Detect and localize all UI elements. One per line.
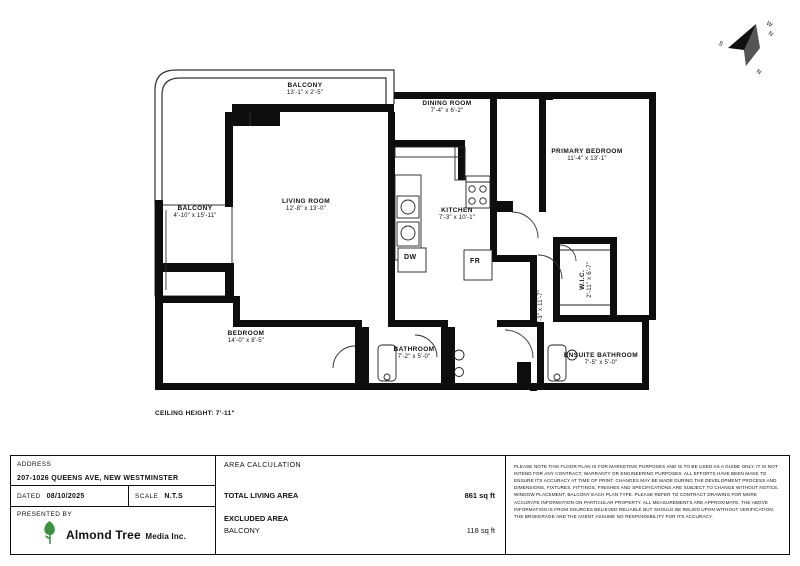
room-dimension: 13'-1" x 2'-5" <box>286 90 324 97</box>
title-block-left <box>11 456 216 554</box>
area-calculation-title: AREA CALCULATION <box>224 462 302 469</box>
brand-text <box>66 526 186 544</box>
room-label-balcony-left <box>150 205 240 221</box>
room-name: W.I.C. <box>579 269 587 290</box>
room-dimension: 12'-8" x 13'-0" <box>286 206 326 213</box>
scale-value: N.T.S <box>164 492 183 500</box>
svg-text:S: S <box>716 40 724 48</box>
ceiling-height-note: CEILING HEIGHT: 7'-11" <box>155 410 235 417</box>
disclaimer-text: PLEASE NOTE THIS FLOOR PLAN IS FOR MARKETING PURPOSES AND IS TO BE USED AS A GUIDE ONLY. IT IS NOT INTEND FOR ANY CONTRACT, WARRANTY OR ENGINEERING PURPOSES. ALL EFFORTS HAVE BEEN MAKE TO ENSURE ITS ACCURACY AT TIME OF PRINT. CHANGES MAY BE MADE DURING THE DEVELOPMENT PROCESS AND DIMENSIONS, FIXTURES, FITTINGS, FINISHES AND SPECIFICATIONS ARE SUBJECT TO CHANGE WITHOUT NOTICE. WINDOW PLACEMENT, BALCONY EACH PLAN TYPE. PLEASE REFER TO CONTRACT DRAWING FOR MORE ACCURATE INFORMATION ON PARTICULAR PROPERTY. ALL MEASUREMENTS ARE APPROXIMATE. THE ABOVE INFORMATION IS FROM SOURCES BELIEVED RELIABLE BUT SHOULD BE RELIED UPON WITHOUT VERIFICATION. THE BROKERAGE AND THE AGENT ASSUME NO RESPONSIBILITY FOR ITS ACCURACY. <box>514 464 779 519</box>
room-label-wic <box>579 245 595 315</box>
svg-text:N: N <box>754 68 762 76</box>
room-name: ENSUITE BATHROOM <box>563 352 639 359</box>
room-name: KITCHEN <box>441 207 473 214</box>
room-name: PRIMARY BEDROOM <box>551 148 623 155</box>
area-label: BALCONY <box>224 526 260 535</box>
room-dimension: 7'-3" x 10'-1" <box>438 215 476 222</box>
room-dimension: 7'-4" x 6'-2" <box>430 108 464 115</box>
address-value-row <box>11 472 215 486</box>
room-name: BALCONY <box>287 82 323 89</box>
appliance-label-fridge: FR <box>470 258 481 265</box>
room-label-primary-bedroom <box>522 148 652 164</box>
svg-text:N: N <box>766 30 774 39</box>
scale-label: SCALE <box>135 492 159 500</box>
room-label-dining-room <box>404 100 490 116</box>
svg-text:W: W <box>764 20 773 29</box>
title-block-disclaimer <box>506 456 789 554</box>
room-dimension: 14'-0" x 8'-5" <box>227 338 265 345</box>
area-row-balcony <box>216 526 505 535</box>
dated-scale-row <box>11 486 215 507</box>
room-dimension: 3'-3" x 11'-7" <box>538 289 545 326</box>
presented-by-label: PRESENTED BY <box>17 510 73 518</box>
room-label-kitchen <box>420 207 494 223</box>
address-value: 207-1026 QUEENS AVE, NEW WESTMINSTER <box>17 475 179 482</box>
room-dimension: 7'-5" x 5'-0" <box>584 360 618 367</box>
scale-cell <box>129 486 215 506</box>
room-dimension: 4'-10" x 15'-11" <box>173 213 217 220</box>
area-label: TOTAL LIVING AREA <box>224 491 299 500</box>
compass-rose <box>708 14 778 76</box>
brand-name: Almond Tree <box>65 527 141 542</box>
area-row-excluded-area <box>216 514 505 523</box>
room-label-bathroom <box>376 346 452 362</box>
room-dimension: 2'-11" x 6'-7" <box>587 261 594 298</box>
dated-cell <box>11 486 129 506</box>
room-label-living-room <box>256 198 356 214</box>
area-value: 861 sq ft <box>464 491 495 500</box>
room-label-foyer <box>530 275 546 341</box>
appliance-label-dishwasher: DW <box>404 254 417 261</box>
area-row-total-living-area <box>216 491 505 500</box>
area-value: 118 sq ft <box>466 526 495 535</box>
brand-logo-block <box>11 519 215 550</box>
address-label: ADDRESS <box>17 460 52 468</box>
title-block <box>10 455 790 555</box>
dated-value: 08/10/2025 <box>46 492 85 500</box>
room-dimension: 11'-4" x 13'-1" <box>567 156 607 163</box>
room-dimension: 7'-2" x 5'-0" <box>397 354 431 361</box>
room-name: DINING ROOM <box>422 100 472 107</box>
room-label-ensuite-bathroom <box>546 352 656 368</box>
room-name: BATHROOM <box>393 346 435 353</box>
room-name: BEDROOM <box>227 330 265 337</box>
brand-subtitle: Media Inc. <box>145 531 187 541</box>
room-label-balcony-top <box>262 82 348 98</box>
title-block-area-calculation <box>216 456 506 554</box>
area-label: EXCLUDED AREA <box>224 514 289 523</box>
room-name: BALCONY <box>177 205 213 212</box>
dated-label: DATED <box>17 492 41 500</box>
room-name: FOYER <box>530 295 538 321</box>
almond-tree-icon <box>40 519 60 550</box>
address-label-row <box>11 456 215 472</box>
room-label-bedroom <box>196 330 296 346</box>
room-name: LIVING ROOM <box>281 198 331 205</box>
